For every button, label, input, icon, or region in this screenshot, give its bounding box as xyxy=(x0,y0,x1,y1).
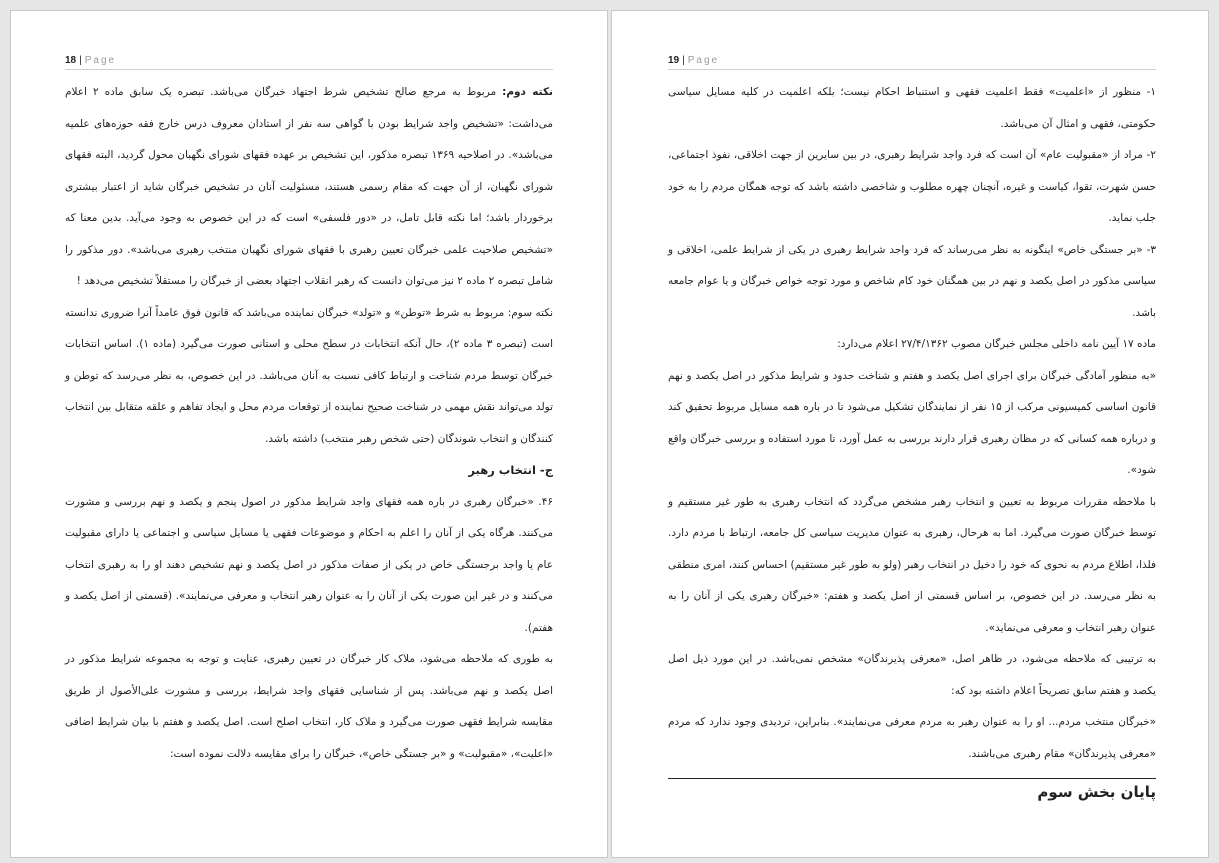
paragraph: ۳- «بر جستگی خاص» اینگونه به نظر می‌رساند که فرد واجد شرایط رهبری در یکی از شرایط علمی، اخلاقی و سیاسی مذکور در اصل یکصد و نهم در بین همگنان خود کام شاخص و مورد توجه خواص خبرگان و یا عوام جامعه باشد. xyxy=(668,243,1156,319)
page-word: Page xyxy=(84,55,117,66)
page-number: 19 xyxy=(668,55,680,66)
page-separator: | xyxy=(79,55,82,66)
page-19 xyxy=(611,10,1209,858)
paragraph xyxy=(65,77,553,298)
section-end-rule xyxy=(668,778,1156,779)
paragraph: «به منظور آمادگی خبرگان برای اجرای اصل یکصد و هفتم و شناخت حدود و شرایط مذکور در اصل یکصد و نهم قانون اساسی کمیسیونی مرکب از ۱۵ نفر از نمایندگان تشکیل می‌شود تا در باره همه مسایل مربوط تحقیق کند و درباره همه کسانی که در مظان رهبری قرار دارند بررسی به عمل آورد، تا مورد استفاده و بررسی خبرگان واقع شود». xyxy=(668,369,1156,476)
paragraph: به طوری که ملاحظه می‌شود، ملاک کار خبرگان در تعیین رهبری، عنایت و توجه به مجموعه شرایط مذکور در اصل یکصد و نهم می‌باشد. پس از شناسایی فقهای واجد شرایط، بررسی و مشورت علی‌الأصول از طریق مقایسه شرایط فقهی صورت می‌گیرد و ملاک کار، انتخاب اصلح است. اصل یکصد و هفتم با بیان شرایط اضافی «اعلیت»، «مقبولیت» و «بر جستگی خاص»، خبرگان را برای مقایسه دلالت نموده است: xyxy=(65,653,553,760)
paragraph: ۱- منظور از «اعلمیت» فقط اعلمیت فقهی و استنباط احکام نیست؛ بلکه اعلمیت در کلیه مسایل سیاسی حکومتی، فقهی و امثال آن می‌باشد. xyxy=(668,86,1156,130)
page-word: Page xyxy=(687,55,720,66)
page-header xyxy=(668,55,1156,70)
page-body xyxy=(65,77,553,770)
page-header xyxy=(65,55,553,70)
section-heading: ج- انتخاب رهبر xyxy=(468,463,553,477)
paragraph: با ملاحظه مقررات مربوط به تعیین و انتخاب رهبر مشخص می‌گردد که انتخاب رهبری به طور غیر مستقیم و توسط خبرگان صورت می‌گیرد. اما به هرحال، رهبری به عنوان مدیریت سیاسی کل جامعه، ارتباط با مردم دارد. فلذا، اطلاع مردم به نحوی که خود را دخیل در انتخاب رهبر (ولو به طور غیر مستقیم) احساس کنند، امری منطقی به نظر می‌رسد. در این خصوص، بر اساس قسمتی از اصل یکصد و هفتم: «خبرگان رهبری یکی از آنان را به عنوان رهبر انتخاب و معرفی می‌نماید». xyxy=(668,495,1156,634)
paragraph: به ترتیبی که ملاحظه می‌شود، در ظاهر اصل، «معرفی پذیرندگان» مشخص نمی‌باشد. در این مورد ذیل اصل یکصد و هفتم سابق تصریحاً اعلام داشته بود که: xyxy=(668,653,1156,697)
paragraph: ۲- مراد از «مقبولیت عام» آن است که فرد واجد شرایط رهبری، در بین سایرین از جهت اخلاقی، نفوذ اجتماعی، حسن شهرت، تقوا، کیاست و غیره، آنچنان چهره مطلوب و شاخصی داشته باشد که توجه همگان مردم را به خود جلب نماید. xyxy=(668,149,1156,224)
page-body xyxy=(668,77,1156,812)
paragraph: ۴۶. «خبرگان رهبری در باره همه فقهای واجد شرایط مذکور در اصول پنجم و یکصد و نهم بررسی و مشورت می‌کنند. هرگاه یکی از آنان را اعلم به احکام و موضوعات فقهی یا مسایل سیاسی و اجتماعی یا دارای مقبولیت عام یا واجد برجستگی خاص در یکی از صفات مذکور در اصل یکصد و نهم تشخیص دهند او را به رهبری انتخاب می‌کنند و در غیر این صورت یکی از آنان را به عنوان رهبر انتخاب و معرفی می‌نمایند». (قسمتی از اصل یکصد و هفتم). xyxy=(65,495,553,634)
paragraph-label: نکته دوم: xyxy=(502,86,553,98)
page-18 xyxy=(10,10,608,858)
paragraph: نکته سوم: مربوط به شرط «توطن» و «تولد» خبرگان نماینده می‌باشد که قانون فوق عامداً آنرا ضروری ندانسته است (تبصره ۳ ماده ۲)، حال آنکه انتخابات در سطح محلی و استانی صورت می‌گیرد (ماده ۱). اساس انتخابات خبرگان توسط مردم شناخت و ارتباط کافی نسبت به آنان می‌باشد. در این خصوص، به نظر می‌رسد که توطن و تولد می‌تواند نقش مهمی در شناخت صحیح نماینده از توقعات مردم محل و ایجاد تفاهم و علقه متقابل بین انتخاب کنندگان و انتخاب شوندگان (حتی شخص رهبر منتخب) داشته باشد. xyxy=(65,306,554,445)
page-separator: | xyxy=(682,55,685,66)
paragraph-text: مربوط به مرجع صالح تشخیص شرط اجتهاد خبرگان می‌باشد. تبصره یک سابق ماده ۲ اعلام می‌داشت: «تشخیص واجد شرایط بودن با گواهی سه نفر از استادان معروف درس خارج فقه حوزه‌های علمیه می‌باشد». در اصلاحیه ۱۳۶۹ تبصره مذکور، این تشخیص بر عهده فقهای شورای نگهبان محول گردید، البته فقهای شورای نگهبان، از آن جهت که مقام رسمی هستند، مسئولیت آنان در تشخیص خبرگان شاید از اعتبار بیشتری برخوردار باشد؛ اما نکته قابل تامل، در «دور فلسفی» است که در این خصوص به وجود می‌آید. بدین معنا که «تشخیص صلاحیت علمی خبرگان تعیین رهبری با فقهای شورای نگهبان منتخب رهبری می‌باشد». دور مذکور را شامل تبصره ۲ ماده ۲ نیز می‌توان دانست که رهبر انقلاب اجتهاد بعضی از خبرگان را مستقلاً تشخیص می‌دهد ! xyxy=(65,86,553,287)
page-number: 18 xyxy=(65,55,77,66)
paragraph: «خبرگان منتخب مردم... او را به عنوان رهبر به مردم معرفی می‌نمایند». بنابراین، تردیدی وجود ندارد که مردم «معرفی پذیرندگان» مقام رهبری می‌باشند. xyxy=(668,716,1156,760)
section-end-heading: پایان بخش سوم xyxy=(1037,783,1156,801)
paragraph: ماده ۱۷ آیین نامه داخلی مجلس خبرگان مصوب ۲۷/۴/۱۳۶۲ اعلام می‌دارد: xyxy=(837,338,1156,350)
